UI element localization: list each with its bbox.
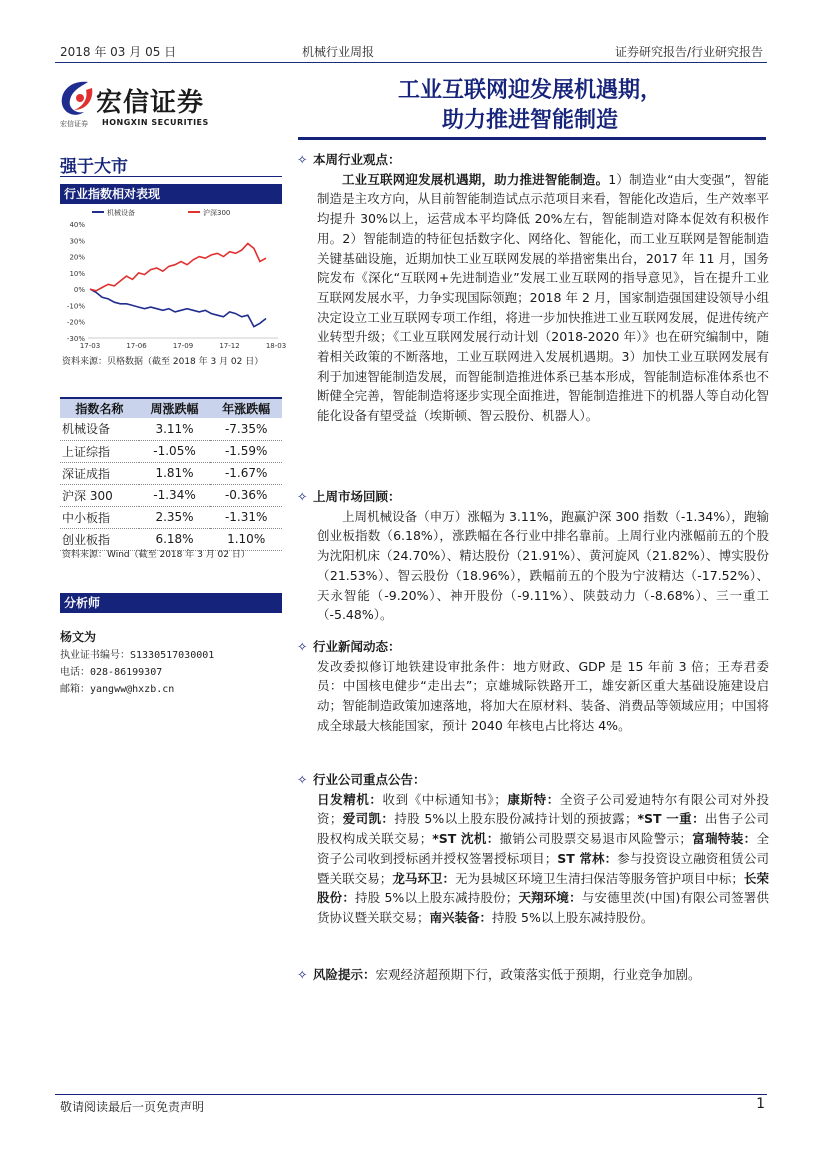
section-market-review xyxy=(297,487,769,625)
legend-label: 沪深300 xyxy=(203,209,231,217)
year-change: -0.36% xyxy=(210,484,282,506)
index-performance-table xyxy=(60,397,282,551)
announcement-text: 与安德里茨(中国)有限公司签署供货协议暨关联交易； xyxy=(317,890,769,925)
body-text: 1）制造业“由大变强”，智能制造是主攻方向，从目前智能制造试点示范项目来看，智能化改造后，生产效率平均提升 30%以上，运营成本平均降低 20%左右，智能制造对降本促效有积极作用。2）智能制造的特征包括数字化、网络化、智能化，而工业互联网是智能制造关键基础设施，近期加快工业互联网发展的举措密集出台，2017 年 11 月，国务院发布《深化“互联网+先进制造业”发展工业互联网的指导意见》，旨在提升工业互联网发展水平，力争实现国际领跑；2018 年 2 月，国家制造强国建设领导小组决定设立工业互联网专项工作组，将进一步加快推进工业互联网发展，促进传统产业转型升级；《工业互联网发展行动计划（2018-2020 年）》也在研究编制中，随着相关政策的不断落地，工业互联网进入发展机遇期。3）加快工业互联网发展有利于加速智能制造发展，而智能制造推进体系已基本形成，智能制造标准体系也不断健全完善，智能制造将逐步实现全面推进，智能制造推进下的机器人等自动化智能化设备有望受益（埃斯顿、智云股份、机器人）。 xyxy=(317,171,769,424)
week-change: -1.34% xyxy=(139,484,211,506)
y-tick-label: -10% xyxy=(66,302,85,311)
week-change: 1.81% xyxy=(139,462,211,484)
analyst-email: 邮箱：yangww@hxzb.cn xyxy=(60,684,175,695)
announcement-text: 出售子公司股权构成关联交易； xyxy=(317,811,769,847)
section-industry-view xyxy=(297,150,769,426)
company-name: 康斯特： xyxy=(506,791,560,807)
section-paragraph: 发改委拟修订地铁建设审批条件：地方财政、GDP 是 15 年前 3 倍；王寿君委员：中国核电健步“走出去”；京雄城际铁路开工，雄安新区重大基础设施建设启动；智能制造政策加速落地，将加大在原材料、装备、消费品等领域应用；中国将成全球最大核能国家，预计 2040 年核电占比将达 4%。 xyxy=(317,658,769,733)
x-tick-label: 17-09 xyxy=(172,342,194,350)
title-underline xyxy=(298,137,766,140)
analyst-name: 杨文为 xyxy=(60,630,97,644)
series-line-machinery xyxy=(90,289,266,327)
year-change: -7.35% xyxy=(210,418,282,440)
year-change: 1.10% xyxy=(210,528,282,550)
x-tick-label: 17-06 xyxy=(126,342,147,350)
announcement-text: 全资子公司爱迪特尔有限公司对外投资； xyxy=(317,791,769,827)
report-date: 2018 年 03 月 05 日 xyxy=(60,45,177,59)
diamond-bullet-icon: ✧ xyxy=(297,639,308,654)
table-header-year: 年涨跌幅 xyxy=(210,398,282,418)
company-name: 日发精机： xyxy=(317,791,383,807)
title-line-1: 工业互联网迎发展机遇期， xyxy=(397,78,662,103)
announcement-text: 持股 5%以上股东股份减持计划的预披露； xyxy=(394,811,638,827)
industry-rating: 强于大市 xyxy=(60,157,128,177)
y-tick-label: -20% xyxy=(66,318,85,327)
section-paragraph: 上周机械设备（申万）涨幅为 3.11%，跑赢沪深 300 指数（-1.34%），跑输创业板指数（6.18%），涨跌幅在各行业中排名靠前。上周行业内涨幅前五的个股为沈阳机床（24.70%）、精达股份（21.91%）、黄河旋风（21.82%）、博实股份（21.53%）、智云股份（18.96%），跌幅前五的个股为宁波精达（-17.52%）、天永智能（-9.20%）、神开股份（-9.11%）、陕鼓动力（-8.68%）、三一重工（-5.48%）。 xyxy=(317,508,769,623)
table-row xyxy=(60,440,282,462)
logo-text-cn: 宏信证券 xyxy=(96,88,205,118)
announcement-text: 撤销公司股票交易退市风险警示； xyxy=(499,831,692,847)
chart-source: 资料来源：贝格数据（截至 2018 年 3 月 02 日） xyxy=(62,357,264,367)
y-tick-label: 10% xyxy=(69,269,85,278)
table-row xyxy=(60,418,282,440)
index-name: 深证成指 xyxy=(60,462,139,484)
index-name: 中小板指 xyxy=(60,506,139,528)
table-header-week: 周涨跌幅 xyxy=(139,398,211,418)
index-name: 创业板指 xyxy=(60,528,139,550)
table-header-name: 指数名称 xyxy=(60,398,139,418)
header-divider xyxy=(55,62,767,63)
company-logo xyxy=(58,76,258,131)
table-source: 资料来源：Wind（截至 2018 年 3 月 02 日） xyxy=(62,550,250,560)
chart-svg xyxy=(60,204,287,354)
y-tick-label: 40% xyxy=(69,221,85,229)
section-company-announcements xyxy=(297,770,769,928)
table-row xyxy=(60,506,282,528)
lead-sentence: 工业互联网迎发展机遇期，助力推进智能制造。 xyxy=(342,171,609,187)
table-row xyxy=(60,484,282,506)
title-line-2: 助力推进智能制造 xyxy=(441,108,618,133)
section-heading: 行业公司重点公告： xyxy=(313,772,426,787)
announcement-text: 持股 5%以上股东减持股份。 xyxy=(492,909,654,925)
x-tick-label: 17-03 xyxy=(79,342,101,350)
announcement-text: 全资子公司收到授标函并授权签署授标项目； xyxy=(317,831,769,866)
year-change: -1.67% xyxy=(210,462,282,484)
section-heading: 上周市场回顾： xyxy=(313,489,401,504)
company-name: 南兴装备： xyxy=(429,909,493,925)
announcement-paragraph xyxy=(297,790,769,928)
footer-disclaimer: 敬请阅读最后一页免责声明 xyxy=(60,1100,205,1114)
section-industry-news xyxy=(297,637,769,736)
x-tick-label: 17-12 xyxy=(219,342,240,350)
risk-text: 宏观经济超预期下行，政策落实低于预期，行业竞争加剧。 xyxy=(375,967,701,982)
announcement-text: 参与投资设立融资租赁公司暨关联交易； xyxy=(317,850,769,886)
legend-label: 机械设备 xyxy=(107,209,135,217)
section-risk-warning xyxy=(297,965,769,985)
index-performance-chart xyxy=(60,204,287,354)
diamond-bullet-icon: ✧ xyxy=(297,489,308,504)
company-name: 龙马环卫： xyxy=(392,870,456,886)
announcement-text: 持股 5%以上股东减持股份； xyxy=(355,890,519,906)
company-name: *ST 一重： xyxy=(637,811,705,827)
analyst-phone: 电话：028-86199307 xyxy=(60,667,163,678)
section-paragraph xyxy=(297,170,769,426)
logo-text-en: HONGXIN SECURITIES xyxy=(102,118,209,127)
report-type: 证券研究报告/行业研究报告 xyxy=(614,45,763,59)
diamond-bullet-icon: ✧ xyxy=(297,967,308,982)
analyst-license: 执业证书编号：S1330517030001 xyxy=(60,650,215,661)
index-name: 沪深 300 xyxy=(60,484,139,506)
company-name: *ST 沈机： xyxy=(432,831,500,847)
report-category: 机械行业周报 xyxy=(302,45,375,59)
diamond-bullet-icon: ✧ xyxy=(297,152,308,167)
chart-section-header: 行业指数相对表现 xyxy=(60,184,282,204)
company-name: ST 常林： xyxy=(557,850,618,866)
year-change: -1.31% xyxy=(210,506,282,528)
report-title xyxy=(300,76,760,136)
series-line-hs300 xyxy=(90,244,266,291)
page-number: 1 xyxy=(756,1096,765,1112)
announcement-text: 收到《中标通知书》； xyxy=(382,791,507,807)
company-name: 爱司凯： xyxy=(342,811,395,827)
index-name: 机械设备 xyxy=(60,418,139,440)
logo-text-small: 宏信证券 xyxy=(60,120,88,128)
y-tick-label: 20% xyxy=(69,253,85,262)
x-tick-label: 18-03 xyxy=(265,342,287,350)
year-change: -1.59% xyxy=(210,440,282,462)
week-change: -1.05% xyxy=(139,440,211,462)
index-name: 上证综指 xyxy=(60,440,139,462)
section-heading: 行业新闻动态： xyxy=(313,639,401,654)
company-name: 长荣股份： xyxy=(317,870,769,906)
y-tick-label: 0% xyxy=(73,286,85,295)
y-tick-label: 30% xyxy=(69,237,85,246)
table-row xyxy=(60,462,282,484)
week-change: 6.18% xyxy=(139,528,211,550)
announcement-text: 无为县城区环境卫生清扫保洁等服务管护项目中标； xyxy=(455,870,744,886)
rating-divider xyxy=(60,176,282,177)
y-tick-label: -30% xyxy=(66,335,85,343)
section-heading: 本周行业观点： xyxy=(313,152,401,167)
week-change: 2.35% xyxy=(139,506,211,528)
company-name: 富瑞特装： xyxy=(691,831,757,847)
diamond-bullet-icon: ✧ xyxy=(297,772,308,787)
week-change: 3.11% xyxy=(139,418,211,440)
table-header-row xyxy=(60,398,282,418)
logo-swirl-icon xyxy=(58,76,98,122)
footer-divider xyxy=(55,1094,767,1095)
company-name: 天翔环境： xyxy=(518,890,582,906)
section-heading: 风险提示： xyxy=(313,967,376,982)
analyst-section-header: 分析师 xyxy=(60,593,282,613)
page-header xyxy=(55,43,767,63)
